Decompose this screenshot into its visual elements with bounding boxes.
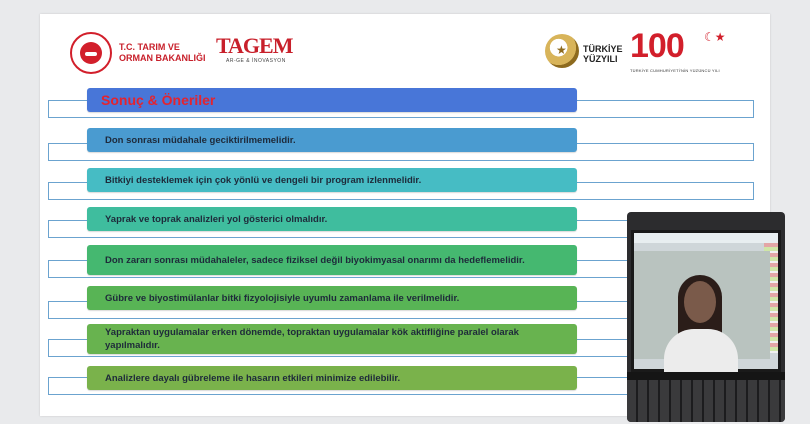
conclusion-item-2: Bitkiyi desteklemek için çok yönlü ve dengeli bir program izlenmelidir.	[87, 168, 577, 192]
centennial-subtitle: TÜRKİYE CUMHURİYETİ'NİN YÜZÜNCÜ YILI	[630, 68, 720, 73]
crescent-star-icon: ☾★	[704, 30, 726, 44]
conclusion-item-6: Yapraktan uygulamalar erken dönemde, topraktan uygulamalar kök aktifliğine paralel olarak yapılmalıdır.	[87, 324, 577, 354]
webcam-laptop-screen	[631, 230, 781, 372]
tagem-name: TAGEM	[216, 33, 293, 58]
centennial-number: 100	[630, 27, 684, 65]
slide-title: Sonuç & Öneriler	[87, 88, 577, 112]
conclusion-item-3: Yaprak ve toprak analizleri yol gösterici olmalıdır.	[87, 207, 577, 231]
tagem-logo	[216, 34, 296, 74]
laptop-bezel	[627, 372, 785, 380]
presenter-webcam[interactable]	[627, 212, 785, 422]
star-icon: ★	[556, 43, 567, 57]
ministry-name-line1: T.C. TARIM VE	[119, 42, 180, 52]
conclusion-item-1: Don sonrası müdahale geciktirilmemelidir.	[87, 128, 577, 152]
ministry-name	[119, 42, 206, 64]
centennial-logo	[630, 27, 726, 78]
conclusion-item-4: Don zararı sonrası müdahaleler, sadece fiziksel değil biyokimyasal onarımı da hedeflemelidir.	[87, 245, 577, 275]
person-face	[684, 281, 716, 323]
turkiye-line1: TÜRKİYE	[583, 44, 623, 54]
turkiye-yuzyili-logo	[545, 34, 625, 72]
webcam-person-video	[634, 251, 770, 359]
turkiye-yuzyili-text	[583, 44, 623, 64]
ministry-logo	[70, 32, 210, 76]
laptop-keyboard	[627, 380, 785, 422]
conclusion-item-5: Gübre ve biyostimülanlar bitki fizyolojisiyle uyumlu zamanlama ile verilmelidir.	[87, 286, 577, 310]
tagem-subtitle: AR-GE & İNOVASYON	[226, 58, 286, 64]
ministry-emblem-icon	[70, 32, 112, 74]
conclusion-item-7: Analizlere dayalı gübreleme ile hasarın etkileri minimize edilebilir.	[87, 366, 577, 390]
ministry-name-line2: ORMAN BAKANLIĞI	[119, 53, 206, 63]
turkiye-line2: YÜZYILI	[583, 54, 618, 64]
webcam-screen-toolbar	[634, 233, 778, 243]
